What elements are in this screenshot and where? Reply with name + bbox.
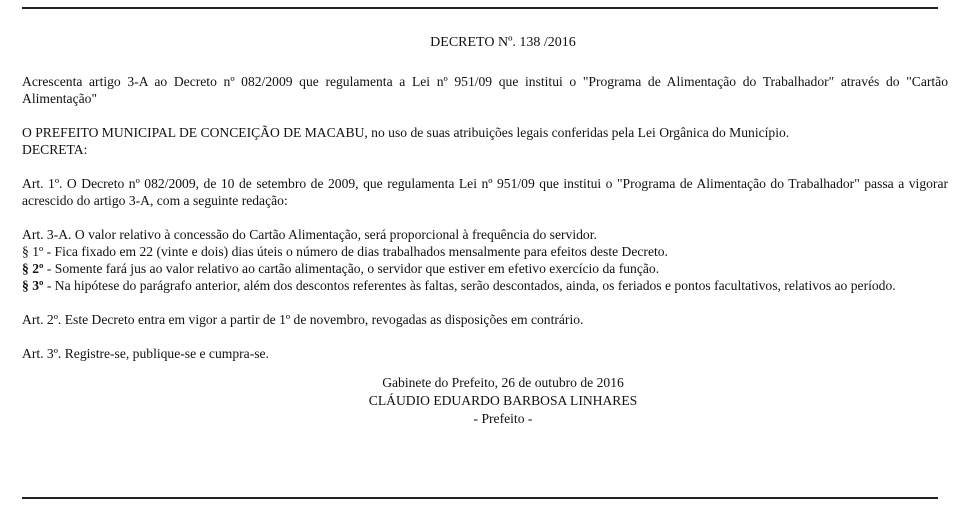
- paragraph-1-label: § 1º: [22, 244, 44, 259]
- decree-document: [22, 34, 948, 428]
- paragraph-3-text: - Na hipótese do parágrafo anterior, além dos descontos referentes às faltas, serão descontados, ainda, os feriados e pontos facultativos, relativos ao período.: [43, 278, 896, 293]
- signature-role: - Prefeito -: [473, 411, 533, 426]
- paragraph-1-text: - Fica fixado em 22 (vinte e dois) dias úteis o número de dias trabalhados mensalmente para efeitos deste Decreto.: [43, 244, 668, 259]
- article-2: Art. 2º. Este Decreto entra em vigor a partir de 1º de novembro, revogadas as disposições em contrário.: [22, 312, 584, 327]
- article-3a-paragraph-2: [22, 260, 948, 277]
- top-divider: [22, 7, 938, 9]
- signature-name: CLÁUDIO EDUARDO BARBOSA LINHARES: [368, 393, 638, 408]
- article-3: Art. 3º. Registre-se, publique-se e cumpra-se.: [22, 346, 269, 361]
- preamble-text: O PREFEITO MUNICIPAL DE CONCEIÇÃO DE MACABU, no uso de suas atribuições legais conferidas pela Lei Orgânica do Município.: [22, 125, 790, 140]
- decreta-label: DECRETA:: [22, 142, 88, 157]
- article-1: Art. 1º. O Decreto nº 082/2009, de 10 de setembro de 2009, que regulamenta Lei nº 951/09 que institui o "Programa de Alimentação do Trabalhador" passa a vigorar acrescido do artigo 3-A, com a seguinte redação:: [22, 176, 948, 208]
- bottom-divider: [22, 497, 938, 499]
- decree-ementa: Acrescenta artigo 3-A ao Decreto nº 082/2009 que regulamenta a Lei nº 951/09 que institui o "Programa de Alimentação do Trabalhador" através do "Cartão Alimentação": [22, 74, 948, 106]
- paragraph-2-label: § 2º: [22, 261, 44, 276]
- decree-title: DECRETO Nº. 138 /2016: [430, 35, 576, 50]
- article-3a-caput: Art. 3-A. O valor relativo à concessão do Cartão Alimentação, será proporcional à frequência do servidor.: [22, 227, 597, 242]
- paragraph-2-text: - Somente fará jus ao valor relativo ao cartão alimentação, o servidor que estiver em efetivo exercício da função.: [43, 261, 660, 276]
- article-3a-paragraph-3: [22, 277, 948, 294]
- article-3a-paragraph-1: [22, 243, 948, 260]
- signature-block: [22, 374, 948, 428]
- signature-place-date: Gabinete do Prefeito, 26 de outubro de 2016: [382, 375, 624, 390]
- paragraph-3-label: § 3º: [22, 278, 44, 293]
